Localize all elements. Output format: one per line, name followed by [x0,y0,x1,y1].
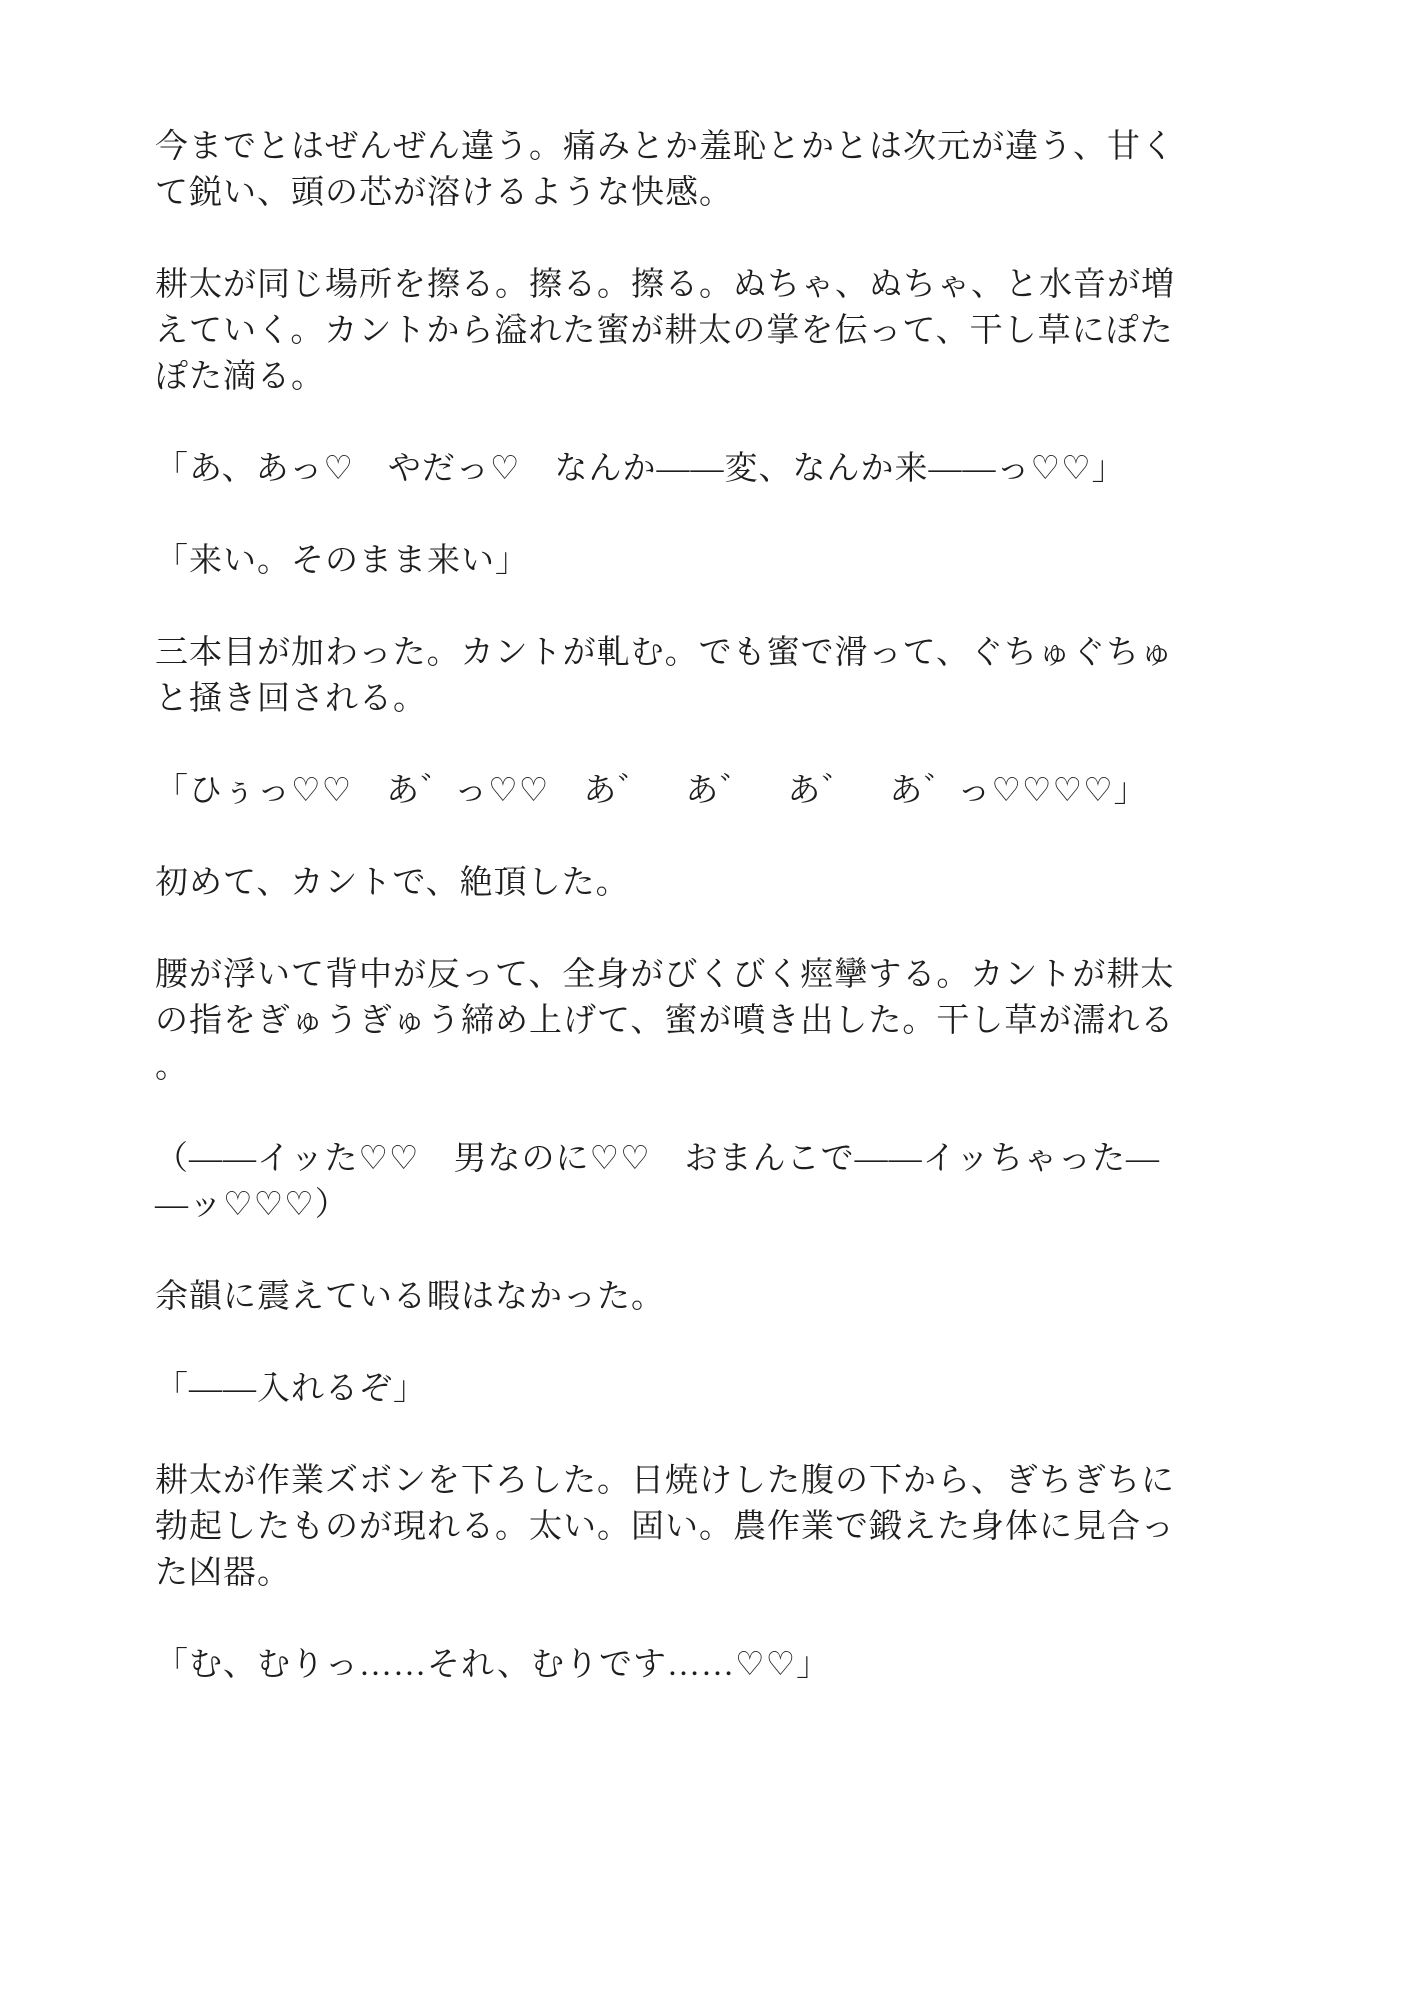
text-line: ぽた滴る。 [155,359,325,395]
paragraph-narration [155,1274,1185,1320]
paragraph-narration [155,124,1185,216]
text-line: 余韻に震えている暇はなかった。 [155,1279,665,1315]
text-line: の指をぎゅうぎゅう締め上げて、蜜が噴き出した。干し草が濡れる [155,1003,1175,1039]
text-line: 「む、むりっ……それ、むりです……♡♡」 [155,1647,831,1683]
paragraph-narration [155,1458,1185,1596]
text-line: えていく。カントから溢れた蜜が耕太の掌を伝って、干し草にぽた [155,313,1174,349]
text-line: 耕太が作業ズボンを下ろした。日焼けした腹の下から、ぎちぎちに [155,1463,1175,1499]
text-block [155,124,1185,1734]
paragraph-thought [155,1136,1185,1228]
text-line: 「ひぅっ♡♡ あ゛っ♡♡ あ゛ あ゛ あ゛ あ゛っ♡♡♡♡」 [155,773,1148,809]
paragraph-dialogue [155,1642,1185,1688]
paragraph-dialogue [155,538,1185,584]
text-line: 「あ、あっ♡ やだっ♡ なんか——変、なんか来——っ♡♡」 [155,451,1126,487]
text-line: 勃起したものが現れる。太い。固い。農作業で鍛えた身体に見合っ [155,1509,1175,1545]
paragraph-dialogue [155,446,1185,492]
paragraph-narration [155,952,1185,1090]
text-line: 耕太が同じ場所を擦る。擦る。擦る。ぬちゃ、ぬちゃ、と水音が増 [155,267,1175,303]
paragraph-narration [155,630,1185,722]
text-line: 腰が浮いて背中が反って、全身がびくびく痙攣する。カントが耕太 [155,957,1175,993]
text-line: た凶器。 [155,1555,291,1591]
text-line: 「来い。そのまま来い」 [155,543,529,579]
paragraph-dialogue [155,768,1185,814]
paragraph-narration [155,262,1185,400]
text-line: 初めて、カントで、絶頂した。 [155,865,630,901]
text-line: 三本目が加わった。カントが軋む。でも蜜で滑って、ぐちゅぐちゅ [155,635,1175,671]
text-line: と掻き回される。 [155,681,427,717]
text-line: （——イッた♡♡ 男なのに♡♡ おまんこで——イッちゃった— [155,1141,1161,1177]
text-line: 今までとはぜんぜん違う。痛みとか羞恥とかとは次元が違う、甘く [155,129,1175,165]
text-line: —ッ♡♡♡） [155,1187,349,1223]
text-line: て鋭い、頭の芯が溶けるような快感。 [155,175,733,211]
paragraph-dialogue [155,1366,1185,1412]
text-line: 。 [155,1049,189,1085]
paragraph-narration [155,860,1185,906]
text-line: 「——入れるぞ」 [155,1371,427,1407]
